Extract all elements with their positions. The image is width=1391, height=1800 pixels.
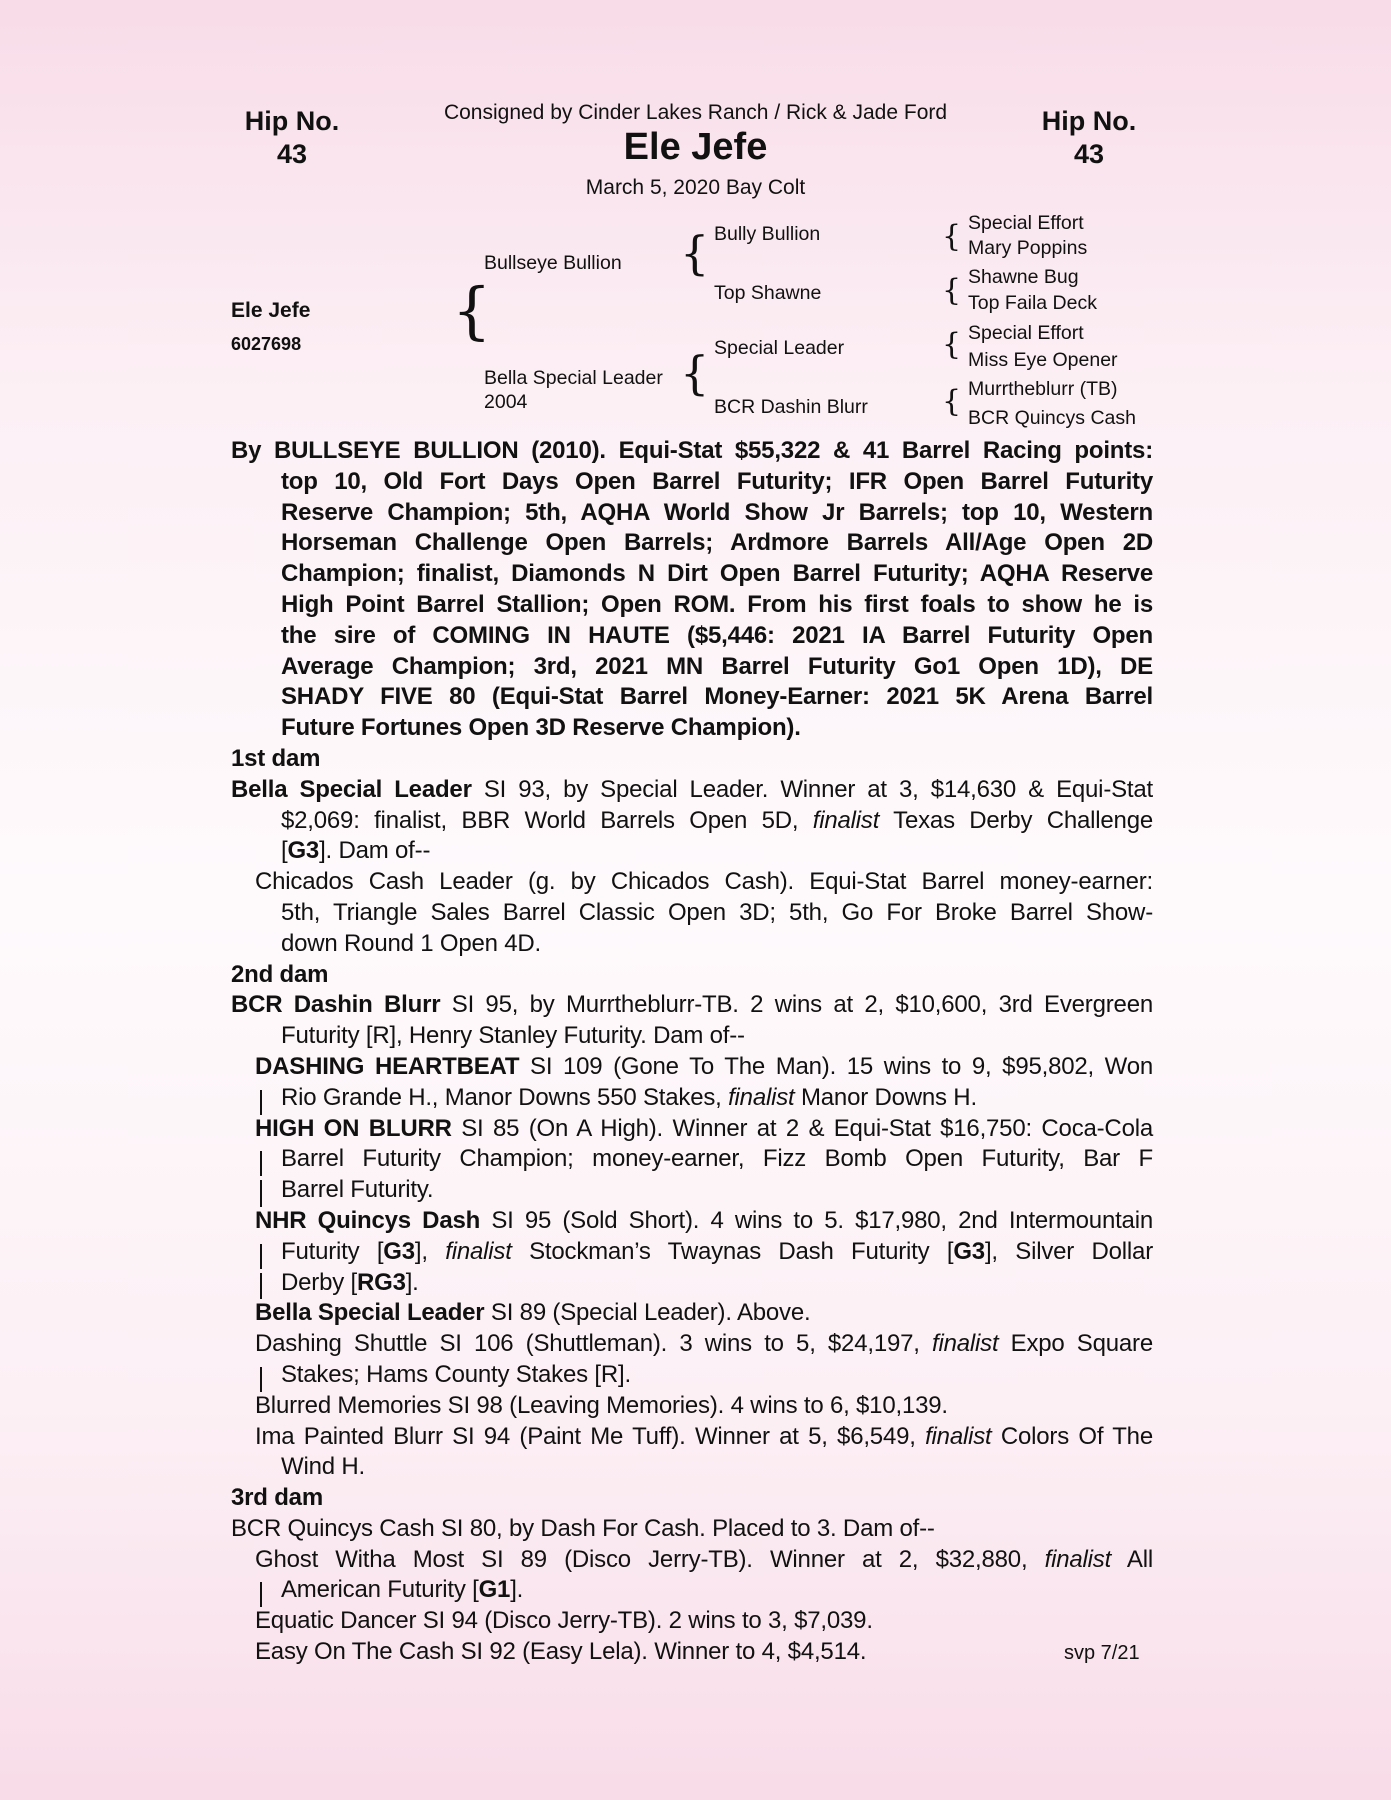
text: Dashing Shuttle SI 106 (Shuttleman). 3 wins to 5, $24,197,: [255, 1330, 932, 1358]
text: American Futurity [: [281, 1576, 479, 1604]
text: Horseman Challenge Open Barrels; Ardmore Barrels All/Age Open 2D: [281, 529, 1153, 557]
consignor: Consigned by Cinder Lakes Ranch / Rick & Jade Ford: [443, 101, 948, 124]
pedigree-sire-dam: Top Shawne: [714, 282, 822, 304]
text-line: [231, 528, 1153, 559]
italic-text: finalist: [728, 1083, 795, 1111]
pedigree-dam-year: 2004: [484, 391, 528, 413]
bold-text: RG3: [356, 1268, 406, 1296]
text: Future Fortunes Open 3D Reserve Champion).: [281, 714, 801, 742]
text: Barrel Futurity Champion; money-earner, Fizz Bomb Open Futurity, Bar F: [281, 1145, 1153, 1173]
bold-text: HIGH ON BLURR: [255, 1114, 452, 1142]
text-line: [231, 498, 1153, 529]
produce-entry: [231, 867, 1153, 959]
produce-entry: [231, 1329, 1153, 1391]
text: ].: [510, 1576, 524, 1604]
italic-text: finalist: [925, 1422, 992, 1450]
text-line: [231, 836, 1153, 867]
text-line: [231, 1329, 1153, 1360]
text: Stakes; Hams County Stakes [R].: [281, 1360, 631, 1388]
footer-code: svp 7/21: [1064, 1642, 1140, 1664]
pedigree-sire-sire: Bully Bullion: [714, 223, 821, 245]
italic-text: finalist: [1044, 1545, 1112, 1573]
text: Texas Derby Challenge: [879, 806, 1153, 834]
paragraph: [231, 775, 1153, 867]
text: [: [281, 837, 288, 865]
text-line: [231, 1083, 1153, 1114]
text: Reserve Champion; 5th, AQHA World Show Jr Barrels; top 10, Western: [281, 498, 1153, 526]
pedigree-brace: {: [942, 219, 962, 254]
text: top 10, Old Fort Days Open Barrel Futurity; IFR Open Barrel Futurity: [281, 467, 1153, 495]
produce-entry: [231, 1298, 1153, 1329]
text-line: [231, 559, 1153, 590]
text: ], Silver Dollar: [984, 1237, 1153, 1265]
text-line: [231, 898, 1153, 929]
text-line: [231, 1360, 1153, 1391]
text: Blurred Memories SI 98 (Leaving Memories). 4 wins to 6, $10,139.: [255, 1391, 948, 1419]
pedigree-subject-name: Ele Jefe: [231, 299, 311, 322]
produce-entry: [231, 1545, 1153, 1607]
text: Ima Painted Blurr SI 94 (Paint Me Tuff). Winner at 5, $6,549,: [255, 1422, 926, 1450]
pedigree-gen4-6: Miss Eye Opener: [968, 349, 1118, 371]
text: Champion; finalist, Diamonds N Dirt Open Barrel Futurity; AQHA Reserve: [281, 560, 1153, 588]
produce-entry: [231, 1052, 1153, 1114]
section-heading: 2nd dam: [231, 960, 329, 988]
text-line: [231, 1452, 1153, 1483]
foaling-info: March 5, 2020 Bay Colt: [585, 176, 806, 199]
text: Easy On The Cash SI 92 (Easy Lela). Winner to 4, $4,514.: [255, 1638, 867, 1666]
text: SI 95, by Murrtheblurr-TB. 2 wins at 2, $10,600, 3rd Evergreen: [440, 991, 1153, 1019]
text-line: [231, 775, 1153, 806]
hip-label: Hip No.: [1041, 106, 1137, 136]
pedigree-gen4-2: Mary Poppins: [968, 237, 1088, 259]
text: ],: [414, 1237, 446, 1265]
hip-number: 43: [1073, 139, 1105, 169]
text-line: [231, 806, 1153, 837]
text-line: [231, 867, 1153, 898]
paragraph: [231, 436, 1153, 744]
pedigree-registration-number: 6027698: [231, 334, 302, 354]
produce-entry: [231, 1114, 1153, 1206]
text-line: [231, 1422, 1153, 1453]
produce-entry: [231, 1637, 1153, 1668]
text-line: [231, 1237, 1153, 1268]
text: SI 85 (On A High). Winner at 2 & Equi-Stat $16,750: Coca-Cola: [451, 1114, 1153, 1142]
hip-label: Hip No.: [244, 106, 340, 136]
text: Rio Grande H., Manor Downs 550 Stakes,: [281, 1083, 729, 1111]
text: SI 93, by Special Leader. Winner at 3, $14,630 & Equi-Stat: [471, 775, 1153, 803]
text-line: [231, 1021, 1153, 1052]
pedigree-brace: {: [680, 226, 710, 280]
text: SHADY FIVE 80 (Equi-Stat Barrel Money-Earner: 2021 5K Arena Barrel: [281, 683, 1153, 711]
section-heading: 1st dam: [231, 744, 321, 772]
bold-text: G3: [953, 1237, 985, 1265]
text: Manor Downs H.: [794, 1083, 977, 1111]
text: ]. Dam of--: [319, 837, 431, 865]
text: Ghost Witha Most SI 89 (Disco Jerry-TB). Winner at 2, $32,880,: [255, 1545, 1045, 1573]
text-line: [231, 990, 1153, 1021]
pedigree-gen4-7: Murrtheblurr (TB): [968, 378, 1118, 400]
produce-entry: [231, 1422, 1153, 1484]
pedigree-brace: {: [680, 346, 710, 400]
bold-text: G1: [478, 1576, 511, 1604]
text: the sire of COMING IN HAUTE ($5,446: 2021 IA Barrel Futurity Open: [281, 621, 1153, 649]
text: High Point Barrel Stallion; Open ROM. From his first foals to show he is: [281, 590, 1153, 618]
text: Average Champion; 3rd, 2021 MN Barrel Futurity Go1 Open 1D), DE: [281, 652, 1153, 680]
paragraph: [231, 1514, 1153, 1545]
bold-text: Bella Special Leader: [255, 1299, 485, 1327]
pedigree-sire: Bullseye Bullion: [484, 252, 622, 274]
pedigree-brace: {: [942, 384, 962, 419]
text-line: [231, 1514, 1153, 1545]
text-line: [231, 1206, 1153, 1237]
text: down Round 1 Open 4D.: [281, 929, 541, 957]
text: By BULLSEYE BULLION (2010). Equi-Stat $55,322 & 41 Barrel Racing points:: [231, 437, 1153, 464]
text-line: [231, 1144, 1153, 1175]
text: All: [1111, 1545, 1154, 1573]
text-line: [231, 1268, 1153, 1299]
bold-text: BCR Dashin Blurr: [231, 991, 441, 1019]
pedigree-brace: {: [452, 274, 492, 347]
pedigree-gen4-5: Special Effort: [968, 322, 1084, 344]
text: Futurity [R], Henry Stanley Futurity. Dam of--: [281, 1022, 745, 1050]
text: Derby [: [281, 1268, 357, 1296]
section-heading: 3rd dam: [231, 1484, 323, 1512]
text: 5th, Triangle Sales Barrel Classic Open 3D; 5th, Go For Broke Barrel Show-: [281, 898, 1153, 926]
text: Barrel Futurity.: [281, 1176, 434, 1204]
text-line: [231, 467, 1153, 498]
pedigree-dam-dam: BCR Dashin Blurr: [714, 396, 868, 418]
text-line: [231, 1575, 1153, 1606]
italic-text: finalist: [445, 1237, 512, 1265]
text: Expo Square: [998, 1330, 1153, 1358]
pedigree-dam: Bella Special Leader: [484, 367, 663, 389]
text: Equatic Dancer SI 94 (Disco Jerry-TB). 2 wins to 3, $7,039.: [255, 1607, 873, 1635]
italic-text: finalist: [931, 1330, 999, 1358]
pedigree-dam-sire: Special Leader: [714, 337, 845, 359]
text-line: [231, 621, 1153, 652]
bold-text: NHR Quincys Dash: [255, 1206, 481, 1234]
pedigree-gen4-3: Shawne Bug: [968, 266, 1079, 288]
text-line: [231, 652, 1153, 683]
produce-entry: [231, 1391, 1153, 1422]
pedigree-gen4-8: BCR Quincys Cash: [968, 407, 1136, 429]
text-line: [231, 436, 1153, 467]
text-line: [231, 590, 1153, 621]
text-line: [231, 1545, 1153, 1576]
italic-text: finalist: [812, 806, 880, 834]
paragraph: [231, 990, 1153, 1052]
pedigree-brace: {: [942, 327, 962, 362]
bold-text: G3: [287, 837, 320, 865]
text: $2,069: finalist, BBR World Barrels Open 5D,: [281, 806, 813, 834]
text: Colors Of The: [991, 1422, 1153, 1450]
text-line: [231, 1298, 1153, 1329]
pedigree-brace: {: [942, 273, 962, 308]
text: SI 95 (Sold Short). 4 wins to 5. $17,980, 2nd Intermountain: [480, 1206, 1153, 1234]
text: Futurity [: [281, 1237, 384, 1265]
hip-number: 43: [276, 139, 308, 169]
bold-text: DASHING HEARTBEAT: [255, 1052, 520, 1080]
bold-text: Bella Special Leader: [231, 775, 472, 803]
text-line: [231, 1175, 1153, 1206]
text-line: [231, 1391, 1153, 1422]
produce-entry: [231, 1206, 1153, 1298]
text: BCR Quincys Cash SI 80, by Dash For Cash. Placed to 3. Dam of--: [231, 1514, 935, 1542]
text: Stockman’s Twaynas Dash Futurity [: [511, 1237, 954, 1265]
catalog-body: [231, 436, 1153, 1668]
text: SI 109 (Gone To The Man). 15 wins to 9, $95,802, Won: [519, 1052, 1153, 1080]
text: Wind H.: [281, 1453, 365, 1481]
text-line: [231, 1606, 1153, 1637]
text-line: [231, 713, 1153, 744]
text-line: [231, 1052, 1153, 1083]
text: SI 89 (Special Leader). Above.: [484, 1299, 811, 1327]
text-line: [231, 682, 1153, 713]
text-line: [231, 1114, 1153, 1145]
text: Chicados Cash Leader (g. by Chicados Cash). Equi-Stat Barrel money-earner:: [255, 868, 1153, 896]
horse-name: Ele Jefe: [623, 126, 768, 168]
text-line: [231, 929, 1153, 960]
text-line: [231, 1637, 1153, 1668]
pedigree-gen4-1: Special Effort: [968, 212, 1084, 234]
pedigree-gen4-4: Top Faila Deck: [968, 292, 1097, 314]
produce-entry: [231, 1606, 1153, 1637]
bold-text: G3: [383, 1237, 415, 1265]
text: ].: [405, 1268, 419, 1296]
